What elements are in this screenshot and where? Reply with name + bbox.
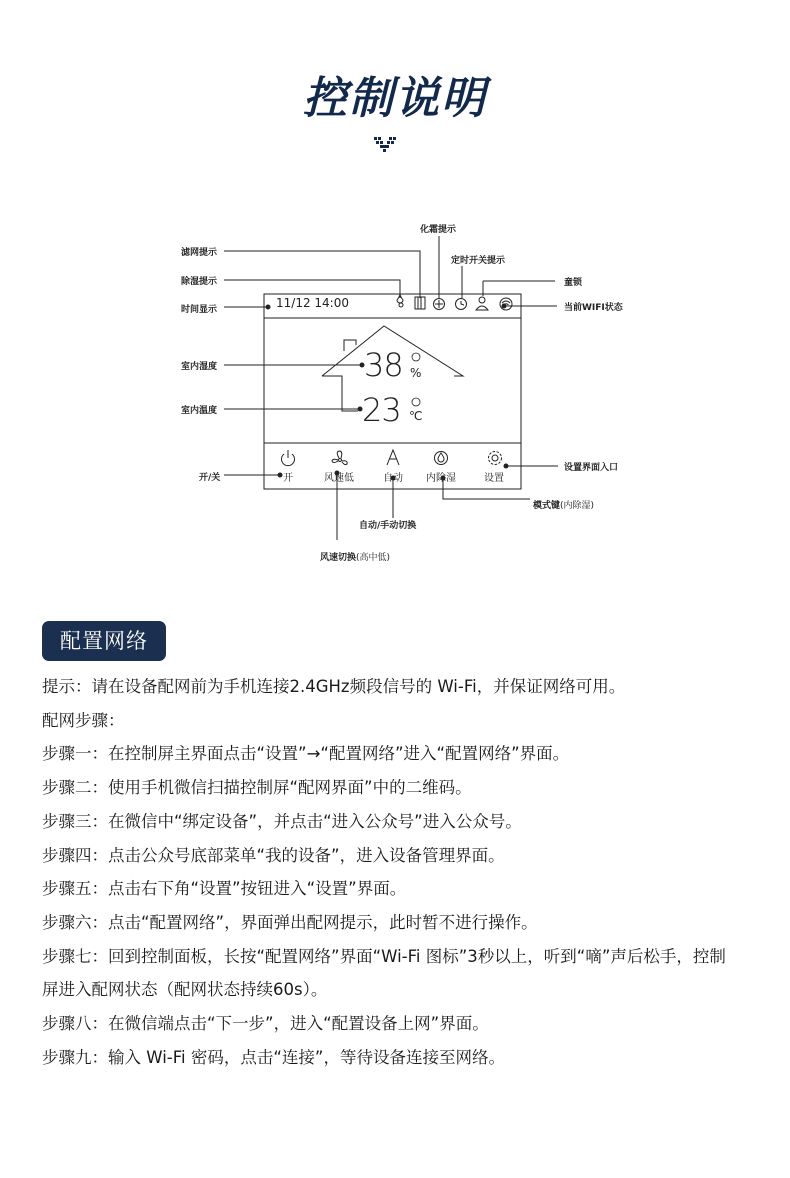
fan-icon xyxy=(332,451,347,465)
temperature-unit: ℃ xyxy=(409,409,423,423)
callout-time-display: 时间显示 xyxy=(181,305,218,315)
callout-fan-speed-note: (高中低) xyxy=(356,553,391,563)
callout-filter-hint: 滤网提示 xyxy=(181,248,218,258)
callout-indoor-humidity: 室内湿度 xyxy=(181,362,218,372)
callout-indoor-temperature: 室内温度 xyxy=(181,406,218,416)
timer-hint-icon xyxy=(456,299,467,310)
dehumidify-mode-icon xyxy=(435,452,448,465)
network-section-heading: 配置网络 xyxy=(42,621,166,661)
humidity-unit: % xyxy=(410,366,422,380)
callout-defrost-hint: 化霜提示 xyxy=(420,225,457,235)
network-step-7: 步骤七：回到控制面板，长按“配置网络”界面“Wi-Fi 图标”3秒以上，听到“嘀”声后松手，控制 xyxy=(42,946,726,966)
network-step-9: 步骤九：输入 Wi-Fi 密码，点击“连接”，等待设备连接至网络。 xyxy=(42,1047,505,1067)
filter-hint-icon xyxy=(415,297,425,309)
network-step-2: 步骤二：使用手机微信扫描控制屏“配网界面”中的二维码。 xyxy=(42,778,472,798)
power-button-label[interactable]: 开 xyxy=(283,473,293,484)
network-step-5: 步骤五：点击右下角“设置”按钮进入“设置”界面。 xyxy=(42,879,407,899)
page-title: 控制说明 xyxy=(303,73,487,124)
callout-dehumidify-hint: 除湿提示 xyxy=(181,277,218,287)
fan-speed-button-label[interactable]: 风速低 xyxy=(324,473,354,484)
temperature-value: 23 xyxy=(362,391,401,429)
callout-mode-key xyxy=(533,493,594,512)
callout-fan-speed xyxy=(320,545,390,564)
callout-auto-manual: 自动/手动切换 xyxy=(359,521,417,531)
network-tip: 提示：请在设备配网前为手机连接2.4GHz频段信号的 Wi-Fi，并保证网络可用。 xyxy=(42,677,626,696)
humidity-value: 38 xyxy=(364,346,403,384)
power-icon xyxy=(282,450,295,466)
callout-wifi-status: 当前WIFI状态 xyxy=(564,303,623,313)
callout-timer-hint: 定时开关提示 xyxy=(451,256,506,266)
callout-mode-key-label: 模式键 xyxy=(533,501,561,511)
network-step-6: 步骤六：点击“配置网络”，界面弹出配网提示，此时暂不进行操作。 xyxy=(42,912,538,932)
callout-child-lock: 童锁 xyxy=(564,278,583,288)
wifi-status-icon xyxy=(500,298,512,310)
network-step-1: 步骤一：在控制屏主界面点击“设置”→“配置网络”进入“配置网络”界面。 xyxy=(42,744,570,764)
network-step-4: 步骤四：点击公众号底部菜单“我的设备”，进入设备管理界面。 xyxy=(42,845,505,865)
gear-icon xyxy=(489,452,502,465)
mode-button-label[interactable]: 内除湿 xyxy=(426,473,456,484)
letter-a-icon xyxy=(387,450,399,465)
network-step-3: 步骤三：在微信中“绑定设备”，并点击“进入公众号”进入公众号。 xyxy=(42,811,522,831)
settings-button-label[interactable]: 设置 xyxy=(484,473,504,484)
callout-power: 开/关 xyxy=(199,473,221,483)
network-step-7-continued: 屏进入配网状态（配网状态持续60s）。 xyxy=(42,980,328,1000)
screen-datetime: 11/12 14:00 xyxy=(276,296,349,310)
dehumidify-hint-icon xyxy=(397,294,403,307)
network-steps-title: 配网步骤： xyxy=(42,710,125,730)
callout-settings-entry: 设置界面入口 xyxy=(564,463,619,473)
network-instructions xyxy=(42,670,762,1074)
child-lock-icon xyxy=(476,297,488,310)
auto-button-label[interactable]: 自动 xyxy=(383,473,403,484)
callout-mode-key-note: (内除湿) xyxy=(560,501,595,511)
callout-fan-speed-label: 风速切换 xyxy=(320,553,357,563)
defrost-hint-icon xyxy=(434,299,445,310)
network-step-8: 步骤八：在微信端点击“下一步”，进入“配置设备上网”界面。 xyxy=(42,1014,489,1034)
